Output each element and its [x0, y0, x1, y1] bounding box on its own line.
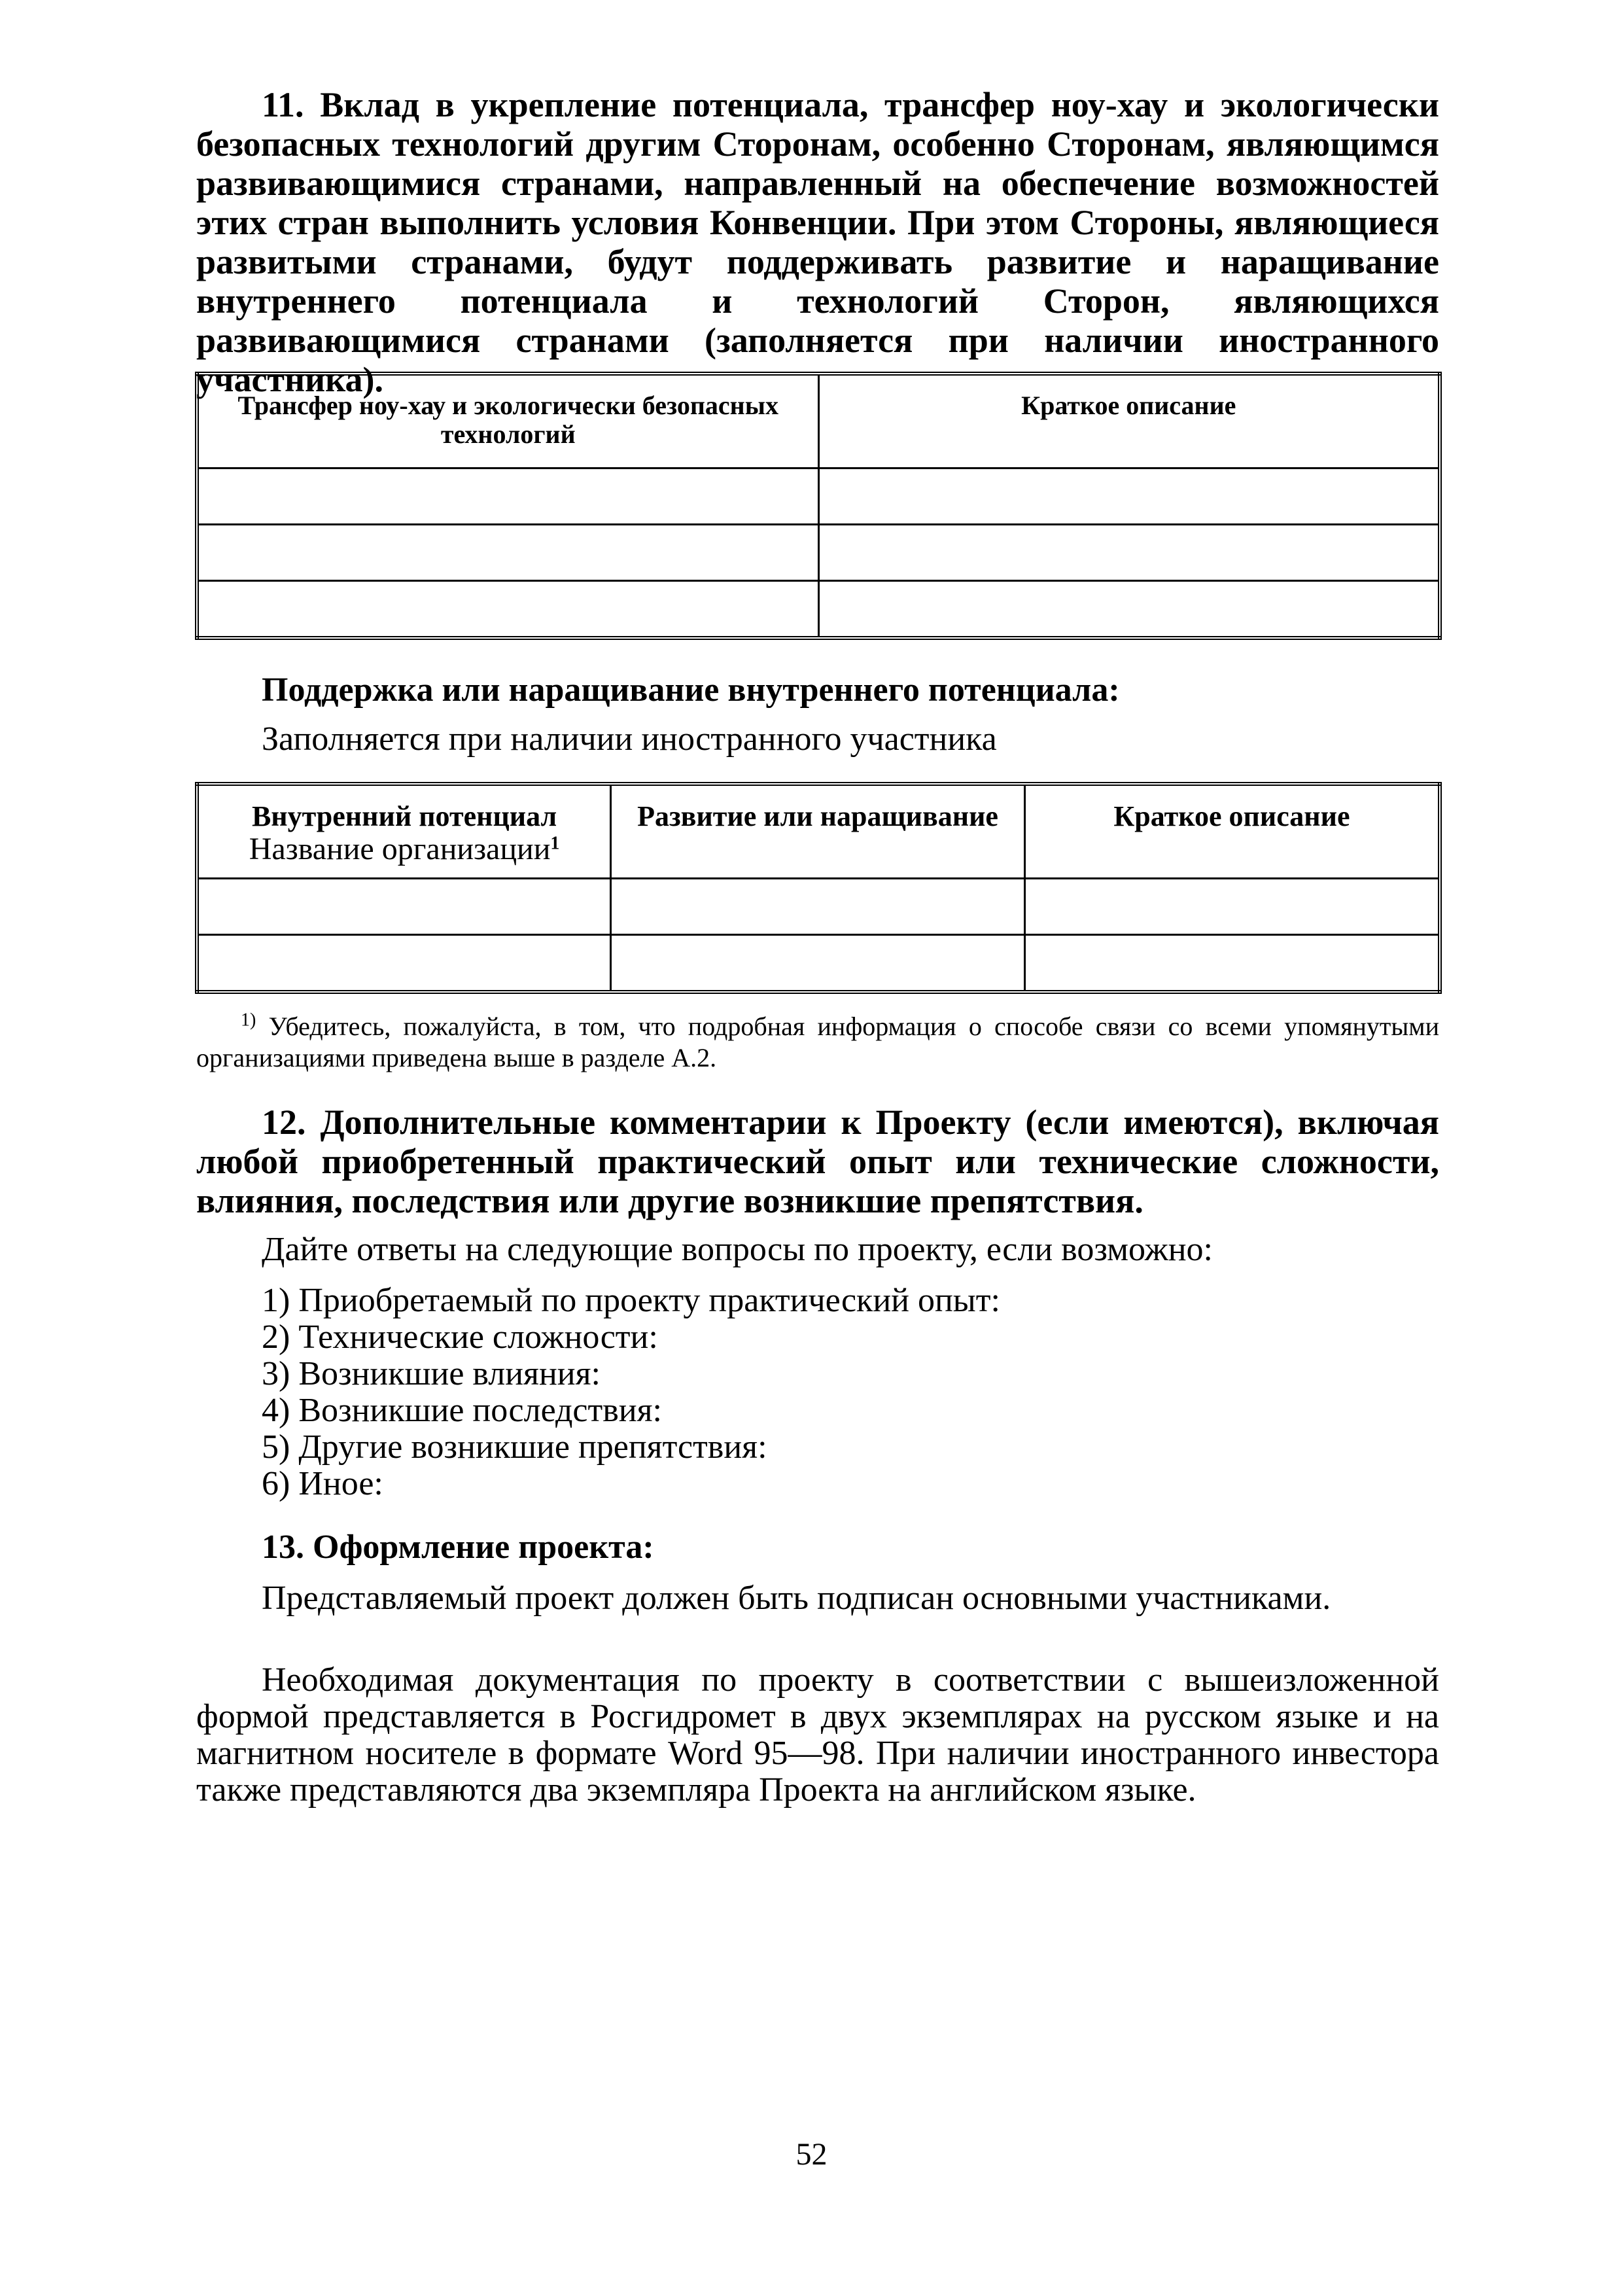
- column-header-transfer: Трансфер ноу-хау и экологически безопасных технологий: [237, 391, 778, 449]
- page-number: 52: [795, 2137, 828, 2172]
- table-row: [197, 935, 1440, 993]
- list-item: 4) Возникшие последствия:: [262, 1392, 662, 1429]
- list-item: 5) Другие возникшие препятствия:: [262, 1428, 767, 1466]
- table-header-cell: [611, 784, 1025, 879]
- support-subheading: Заполняется при наличии иностранного участника: [262, 720, 997, 758]
- section-13-heading: 13. Оформление проекта:: [262, 1528, 654, 1566]
- table-cell[interactable]: [1024, 879, 1440, 935]
- table-row: [197, 581, 1440, 639]
- table-cell[interactable]: [197, 581, 818, 639]
- section-11-text: 11. Вклад в укрепление потенциала, трансфер ноу-хау и экологически безопасных технологий другим Сторонам, особенно Сторонам, являющимся развивающимися странами, направленный на обеспечение возможностей этих стран выполнить условия Конвенции. При этом Стороны, являющиеся развитыми странами, будут поддерживать развитие и наращивание внутреннего потенциала и технологий Сторон, являющихся развивающимися странами (заполняется при наличии иностранного участника).: [196, 85, 1439, 399]
- list-item: 1) Приобретаемый по проекту практический опыт:: [262, 1282, 1000, 1319]
- table-header-row: [197, 374, 1440, 468]
- table-cell[interactable]: [611, 879, 1025, 935]
- questions-list: [262, 1282, 1000, 1502]
- table-cell[interactable]: [611, 935, 1025, 993]
- table-cell[interactable]: [197, 935, 611, 993]
- footnote: [196, 1011, 1439, 1074]
- table-row: [197, 879, 1440, 935]
- table-cell[interactable]: [818, 581, 1440, 639]
- column-header-development: Развитие или наращивание: [637, 800, 998, 832]
- list-item: 6) Иное:: [262, 1465, 383, 1502]
- section-12-text: 12. Дополнительные комментарии к Проекту (если имеются), включая любой приобретенный практический опыт или технические сложности, влияния, последствия или другие возникшие препятствия.: [196, 1103, 1439, 1220]
- column-header-description: Краткое описание: [1113, 800, 1350, 832]
- column-header-internal-capacity: [199, 786, 610, 866]
- table-cell[interactable]: [818, 525, 1440, 581]
- table-cell[interactable]: [1024, 935, 1440, 993]
- internal-capacity-label: Внутренний потенциал: [251, 800, 557, 832]
- table-header-cell: [197, 784, 611, 879]
- list-item: 3) Возникшие влияния:: [262, 1355, 601, 1392]
- footnote-ref: 1: [550, 833, 560, 854]
- footnote-text: Убедитесь, пожалуйста, в том, что подробная информация о способе связи со всеми упомянутыми организациями приведена выше в разделе А.2.: [196, 1012, 1439, 1072]
- table-header-cell: [197, 374, 818, 468]
- support-heading: Поддержка или наращивание внутреннего потенциала:: [262, 671, 1120, 709]
- section-13-paragraph-1: Представляемый проект должен быть подписан основными участниками.: [262, 1580, 1331, 1617]
- table-header-cell: [818, 374, 1440, 468]
- section-12-intro: Дайте ответы на следующие вопросы по проекту, если возможно:: [262, 1231, 1213, 1268]
- technology-transfer-table: [195, 372, 1442, 640]
- table-row: [197, 525, 1440, 581]
- table-cell[interactable]: [818, 468, 1440, 525]
- table-header-row: [197, 784, 1440, 879]
- table-cell[interactable]: [197, 468, 818, 525]
- internal-capacity-table: [195, 782, 1442, 994]
- table-cell[interactable]: [197, 525, 818, 581]
- table-cell[interactable]: [197, 879, 611, 935]
- footnote-marker: 1): [241, 1010, 256, 1031]
- column-header-description: Краткое описание: [1021, 391, 1236, 420]
- list-item: 2) Технические сложности:: [262, 1318, 658, 1356]
- table-header-cell: [1024, 784, 1440, 879]
- section-13-paragraph-2: Необходимая документация по проекту в соответствии с вышеизложенной формой представляется в Росгидромет в двух экземплярах на русском языке и на магнитном носителе в формате Word 95—98. При наличии иностранного инвестора также представляются два экземпляра Проекта на английском языке.: [196, 1661, 1439, 1809]
- organization-name-label: Название организации: [249, 832, 551, 866]
- table-row: [197, 468, 1440, 525]
